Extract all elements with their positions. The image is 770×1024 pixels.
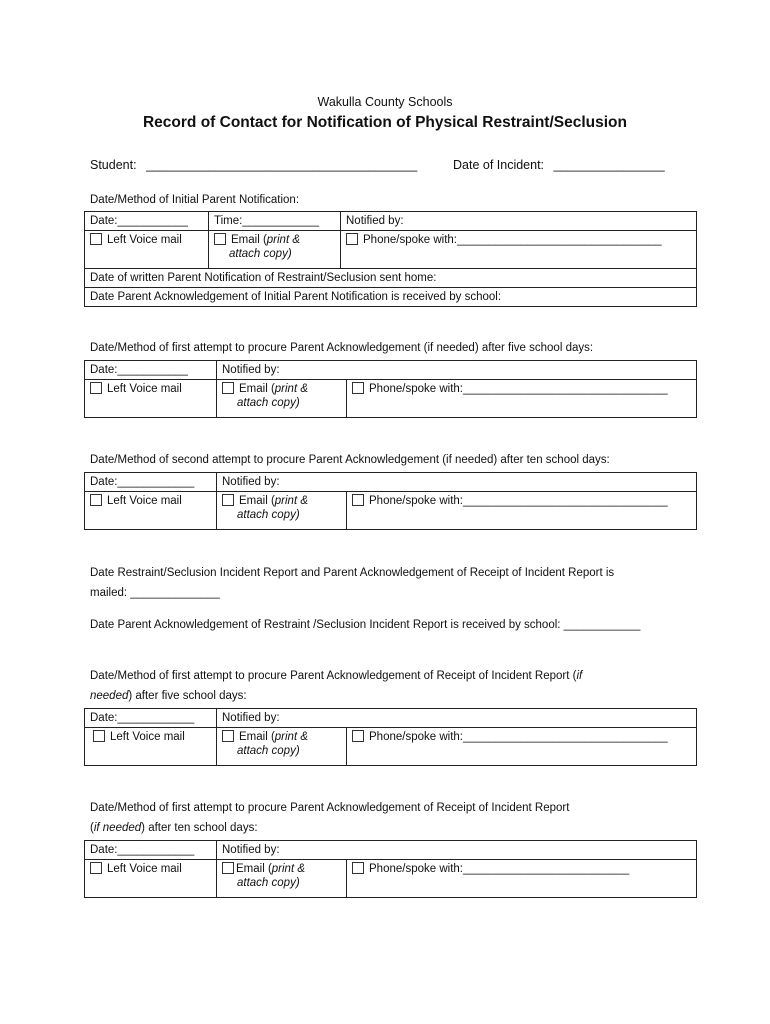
- voicemail-checkbox[interactable]: [90, 233, 102, 245]
- section1-heading: Date/Method of Initial Parent Notification:: [90, 194, 300, 206]
- section1-email-option[interactable]: Email (print & attach copy): [209, 231, 341, 269]
- section3-phone-option[interactable]: Phone/spoke with:________________________________: [347, 492, 697, 530]
- section4-email-option[interactable]: Email (print & attach copy): [217, 728, 347, 766]
- section3-notified-by: Notified by:: [217, 473, 697, 492]
- section2-email-option[interactable]: Email (print & attach copy): [217, 380, 347, 418]
- phone-checkbox[interactable]: [352, 730, 364, 742]
- report-mailed-line2: mailed: ______________: [90, 587, 220, 599]
- section5-table: [84, 840, 697, 898]
- section1-acknowledgement: Date Parent Acknowledgement of Initial Parent Notification is received by school:: [85, 288, 697, 307]
- section4-voicemail-option[interactable]: Left Voice mail: [85, 728, 217, 766]
- email-checkbox[interactable]: [222, 862, 234, 874]
- voicemail-checkbox[interactable]: [90, 862, 102, 874]
- student-label: Student:: [90, 158, 137, 172]
- phone-checkbox[interactable]: [346, 233, 358, 245]
- section3-voicemail-option[interactable]: Left Voice mail: [85, 492, 217, 530]
- section3-date: Date:____________: [85, 473, 217, 492]
- section1-voicemail-option[interactable]: Left Voice mail: [85, 231, 209, 269]
- section5-email-option[interactable]: Email (print & attach copy): [217, 860, 347, 898]
- section3-email-option[interactable]: Email (print & attach copy): [217, 492, 347, 530]
- section5-heading-line2: (if needed) after ten school days:: [90, 822, 258, 834]
- section1-table: [84, 211, 697, 307]
- email-checkbox[interactable]: [222, 494, 234, 506]
- voicemail-checkbox[interactable]: [93, 730, 105, 742]
- organization-name: Wakulla County Schools: [317, 95, 453, 109]
- incident-date-label: Date of Incident:: [453, 158, 545, 172]
- section2-table: [84, 360, 697, 418]
- section5-phone-option[interactable]: Phone/spoke with:__________________________: [347, 860, 697, 898]
- section4-heading-line1: Date/Method of first attempt to procure Parent Acknowledgement of Receipt of Incident Report (if: [90, 670, 583, 682]
- section2-notified-by: Notified by:: [217, 361, 697, 380]
- section4-date: Date:____________: [85, 709, 217, 728]
- section5-notified-by: Notified by:: [217, 841, 697, 860]
- phone-checkbox[interactable]: [352, 382, 364, 394]
- section5-voicemail-option[interactable]: Left Voice mail: [85, 860, 217, 898]
- section1-time: Time:____________: [209, 212, 341, 231]
- voicemail-checkbox[interactable]: [90, 382, 102, 394]
- student-blank: _______________________________________: [146, 158, 418, 172]
- report-mailed-line1: Date Restraint/Seclusion Incident Report and Parent Acknowledgement of Receipt of Incident Report is: [90, 567, 615, 579]
- section4-table: [84, 708, 697, 766]
- email-checkbox[interactable]: [222, 382, 234, 394]
- student-field: [90, 158, 417, 172]
- section1-written-notification: Date of written Parent Notification of Restraint/Seclusion sent home:: [85, 269, 697, 288]
- section2-voicemail-option[interactable]: Left Voice mail: [85, 380, 217, 418]
- form-title: Record of Contact for Notification of Physical Restraint/Seclusion: [142, 114, 627, 131]
- incident-date-field: [453, 158, 665, 172]
- section2-date: Date:___________: [85, 361, 217, 380]
- section2-phone-option[interactable]: Phone/spoke with:________________________________: [347, 380, 697, 418]
- section4-phone-option[interactable]: Phone/spoke with:________________________________: [347, 728, 697, 766]
- report-received-line: Date Parent Acknowledgement of Restraint /Seclusion Incident Report is received by school: ____________: [90, 619, 641, 631]
- section4-notified-by: Notified by:: [217, 709, 697, 728]
- email-checkbox[interactable]: [222, 730, 234, 742]
- incident-date-blank: ________________: [553, 158, 665, 172]
- section1-notified-by: Notified by:: [341, 212, 697, 231]
- voicemail-checkbox[interactable]: [90, 494, 102, 506]
- section3-heading: Date/Method of second attempt to procure Parent Acknowledgement (if needed) after ten school days:: [90, 454, 610, 466]
- section3-table: [84, 472, 697, 530]
- section2-heading: Date/Method of first attempt to procure Parent Acknowledgement (if needed) after five school days:: [90, 342, 594, 354]
- email-checkbox[interactable]: [214, 233, 226, 245]
- phone-checkbox[interactable]: [352, 494, 364, 506]
- section1-phone-option[interactable]: Phone/spoke with:________________________________: [341, 231, 697, 269]
- section1-date: Date:___________: [85, 212, 209, 231]
- section5-heading-line1: Date/Method of first attempt to procure Parent Acknowledgement of Receipt of Incident Report: [90, 802, 570, 814]
- section5-date: Date:____________: [85, 841, 217, 860]
- section4-heading-line2: needed) after five school days:: [90, 690, 247, 702]
- phone-checkbox[interactable]: [352, 862, 364, 874]
